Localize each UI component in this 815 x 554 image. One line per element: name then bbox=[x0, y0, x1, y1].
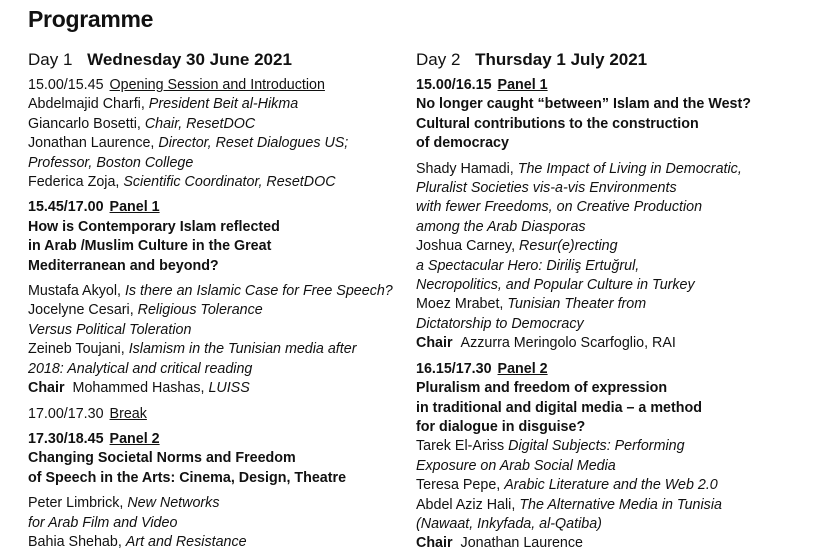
speaker-line: Exposure on Arab Social Media bbox=[416, 457, 616, 474]
day1-panel1-tag: Panel 1 bbox=[109, 199, 160, 216]
panel-title-line: of democracy bbox=[416, 135, 509, 152]
day1-panel2-time: 17.30/18.45 bbox=[28, 430, 104, 447]
panel-title-line: Cultural contributions to the construction bbox=[416, 115, 699, 132]
break-time: 17.00/17.30 bbox=[28, 405, 104, 422]
panel-title-line: Changing Societal Norms and Freedom bbox=[28, 450, 296, 467]
opening-tag: Opening Session and Introduction bbox=[109, 77, 325, 93]
speaker-line: Mustafa Akyol, Is there an Islamic Case for Free Speech? bbox=[28, 283, 393, 300]
speaker-line: Zeineb Toujani, Islamism in the Tunisian media after bbox=[28, 341, 357, 358]
speaker-line: Jocelyne Cesari, Religious Tolerance bbox=[28, 302, 263, 319]
day2-column bbox=[416, 50, 808, 554]
day1-heading bbox=[28, 50, 420, 70]
day2-panel2-tag: Panel 2 bbox=[497, 360, 548, 377]
panel-title-line: Mediterranean and beyond? bbox=[28, 257, 219, 274]
day2-date: Thursday 1 July 2021 bbox=[475, 50, 648, 69]
speaker-line: Giancarlo Bosetti, Chair, ResetDOC bbox=[28, 115, 256, 132]
speaker-line: Abdelmajid Charfi, President Beit al-Hikma bbox=[28, 96, 299, 113]
chair-line: Chair Jonathan Laurence bbox=[416, 535, 583, 552]
speaker-line: Peter Limbrick, New Networks bbox=[28, 495, 220, 512]
day1-panel1-time: 15.45/17.00 bbox=[28, 199, 104, 216]
day1-column bbox=[28, 50, 420, 552]
speaker-line: Abdel Aziz Hali, The Alternative Media in Tunisia bbox=[416, 496, 722, 513]
speaker-line: Teresa Pepe, Arabic Literature and the Web 2.0 bbox=[416, 477, 718, 494]
chair-line: Chair Mohammed Hashas, LUISS bbox=[28, 380, 250, 397]
speaker-line: Necropolitics, and Popular Culture in Turkey bbox=[416, 277, 695, 294]
day2-heading bbox=[416, 50, 808, 70]
speaker-line: Professor, Boston College bbox=[28, 154, 194, 171]
day2-label: Day 2 bbox=[416, 50, 461, 69]
speaker-line: Tarek El-Ariss Digital Subjects: Performing bbox=[416, 438, 685, 455]
page-title: Programme bbox=[28, 6, 154, 32]
day1-panel2-header bbox=[28, 430, 420, 449]
day2-panel1-time: 15.00/16.15 bbox=[416, 77, 492, 93]
day1-panel2-tag: Panel 2 bbox=[109, 430, 160, 447]
day2-panel1-tag: Panel 1 bbox=[497, 77, 548, 93]
speaker-line: (Nawaat, Inkyfada, al-Qatiba) bbox=[416, 515, 602, 532]
speaker-line: Federica Zoja, Scientific Coordinator, ResetDOC bbox=[28, 174, 336, 191]
day2-panel2-header bbox=[416, 360, 808, 379]
day2-panel2-time: 16.15/17.30 bbox=[416, 360, 492, 377]
speaker-line: Moez Mrabet, Tunisian Theater from bbox=[416, 296, 647, 313]
speaker-line: a Spectacular Hero: Diriliş Ertuğrul, bbox=[416, 257, 640, 274]
speaker-line: among the Arab Diasporas bbox=[416, 218, 586, 235]
day1-date: Wednesday 30 June 2021 bbox=[87, 50, 292, 69]
day1-label: Day 1 bbox=[28, 50, 73, 69]
speaker-line: Jonathan Laurence, Director, Reset Dialogues US; bbox=[28, 135, 349, 152]
panel-title-line: Pluralism and freedom of expression bbox=[416, 380, 668, 397]
panel-title-line: for dialogue in disguise? bbox=[416, 418, 586, 435]
panel-title-line: in traditional and digital media – a method bbox=[416, 399, 702, 416]
speaker-line: Dictatorship to Democracy bbox=[416, 315, 584, 332]
speaker-line: Joshua Carney, Resur(e)recting bbox=[416, 238, 618, 255]
break-header bbox=[28, 405, 420, 424]
panel-title-line: No longer caught “between” Islam and the West? bbox=[416, 96, 751, 113]
panel-title-line: How is Contemporary Islam reflected bbox=[28, 218, 280, 235]
speaker-line: 2018: Analytical and critical reading bbox=[28, 360, 253, 377]
panel-title-line: of Speech in the Arts: Cinema, Design, Theatre bbox=[28, 469, 347, 486]
opening-session-header bbox=[28, 76, 420, 95]
speaker-line: for Arab Film and Video bbox=[28, 514, 178, 531]
day1-panel1-header bbox=[28, 198, 420, 217]
opening-time: 15.00/15.45 bbox=[28, 77, 104, 93]
speaker-line: Pluralist Societies vis-a-vis Environments bbox=[416, 180, 677, 197]
panel-title-line: in Arab /Muslim Culture in the Great bbox=[28, 238, 272, 255]
speaker-line: Shady Hamadi, The Impact of Living in Democratic, bbox=[416, 160, 742, 177]
speaker-line: Versus Political Toleration bbox=[28, 321, 192, 338]
speaker-line: with fewer Freedoms, on Creative Production bbox=[416, 199, 703, 216]
chair-line: Chair Azzurra Meringolo Scarfoglio, RAI bbox=[416, 335, 676, 352]
break-tag: Break bbox=[109, 405, 147, 422]
speaker-line: Bahia Shehab, Art and Resistance bbox=[28, 533, 247, 550]
day2-panel1-header bbox=[416, 76, 808, 95]
